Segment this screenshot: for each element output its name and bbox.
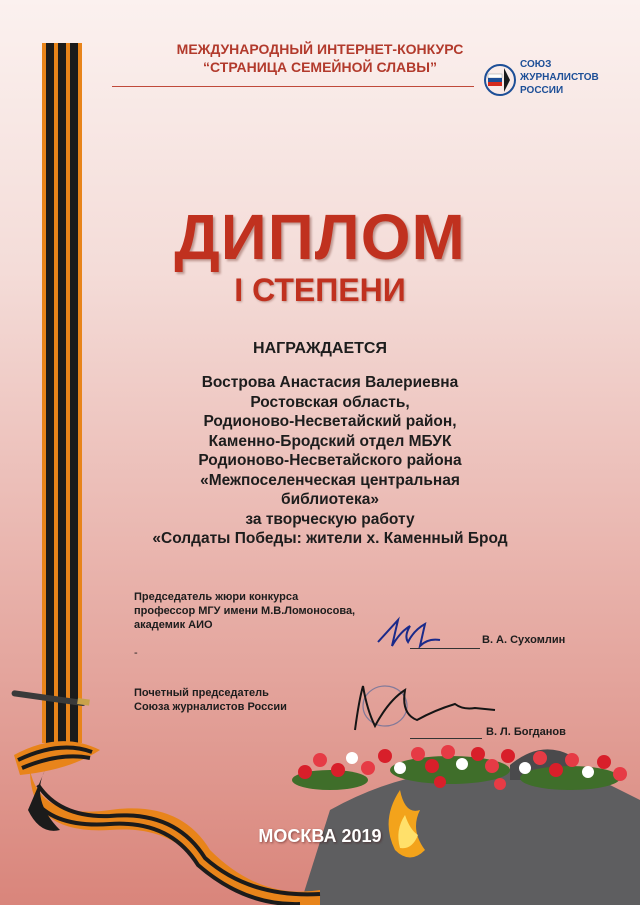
st-george-ribbon-bow: [14, 741, 320, 905]
recipient-block: [120, 373, 540, 549]
recipient-line: Каменно-Бродский отдел МБУК: [208, 432, 452, 450]
jury-chair-signature: [370, 612, 460, 652]
diploma-title: ДИПЛОМ: [174, 201, 466, 273]
recipient-line: Родионово-Несветайского района: [198, 452, 462, 469]
stray-dash: -: [134, 647, 138, 659]
recipient-line: «Солдаты Победы: жители х. Каменный Брод: [152, 530, 508, 547]
honorary-chair-line: Почетный председатель: [134, 687, 269, 699]
st-george-ribbon-vertical: [42, 43, 82, 743]
honorary-chair-name: В. Л. Богданов: [486, 726, 566, 738]
jury-chair-name: В. А. Сухомлин: [482, 634, 566, 646]
logo-text-line1: СОЮЗ: [520, 59, 552, 70]
awarded-heading: НАГРАЖДАЕТСЯ: [253, 340, 387, 357]
honorary-chair-title: [134, 686, 287, 714]
honorary-chair-line: Союза журналистов России: [134, 701, 287, 713]
jury-chair-line: Председатель жюри конкурса: [134, 591, 299, 603]
flowers-wreath-icon: [292, 745, 627, 790]
header-divider: [112, 86, 474, 87]
recipient-line: библиотека»: [281, 491, 379, 508]
diploma-degree: I СТЕПЕНИ: [234, 272, 406, 308]
logo-text-line2: ЖУРНАЛИСТОВ: [520, 72, 599, 83]
contest-header: [110, 40, 530, 76]
journalists-union-logo-icon: [482, 62, 518, 98]
recipient-line: за творческую работу: [245, 510, 415, 528]
recipient-line: «Межпоселенческая центральная: [200, 471, 460, 489]
jury-chair-line: профессор МГУ имени М.В.Ломоносова,: [134, 605, 356, 617]
recipient-line: Родионово-Несветайский район,: [203, 413, 457, 430]
jury-chair-title: [134, 590, 355, 632]
jury-chair-sign-line: [410, 648, 480, 649]
contest-header-line2: “СТРАНИЦА СЕМЕЙНОЙ СЛАВЫ”: [203, 59, 437, 75]
pen-icon: [11, 690, 90, 706]
honorary-chair-sign-line: [410, 738, 482, 739]
journalists-union-logo: [482, 58, 622, 102]
city-year: МОСКВА 2019: [258, 826, 382, 846]
jury-chair-line: академик АИО: [134, 619, 213, 631]
memorial-decoration: [0, 660, 640, 905]
contest-header-line1: МЕЖДУНАРОДНЫЙ ИНТЕРНЕТ-КОНКУРС: [176, 41, 464, 57]
honorary-chair-signature: [345, 680, 505, 736]
recipient-line: Ростовская область,: [250, 393, 410, 411]
recipient-line: Вострова Анастасия Валериевна: [201, 374, 459, 391]
logo-text-line3: РОССИИ: [520, 85, 564, 96]
